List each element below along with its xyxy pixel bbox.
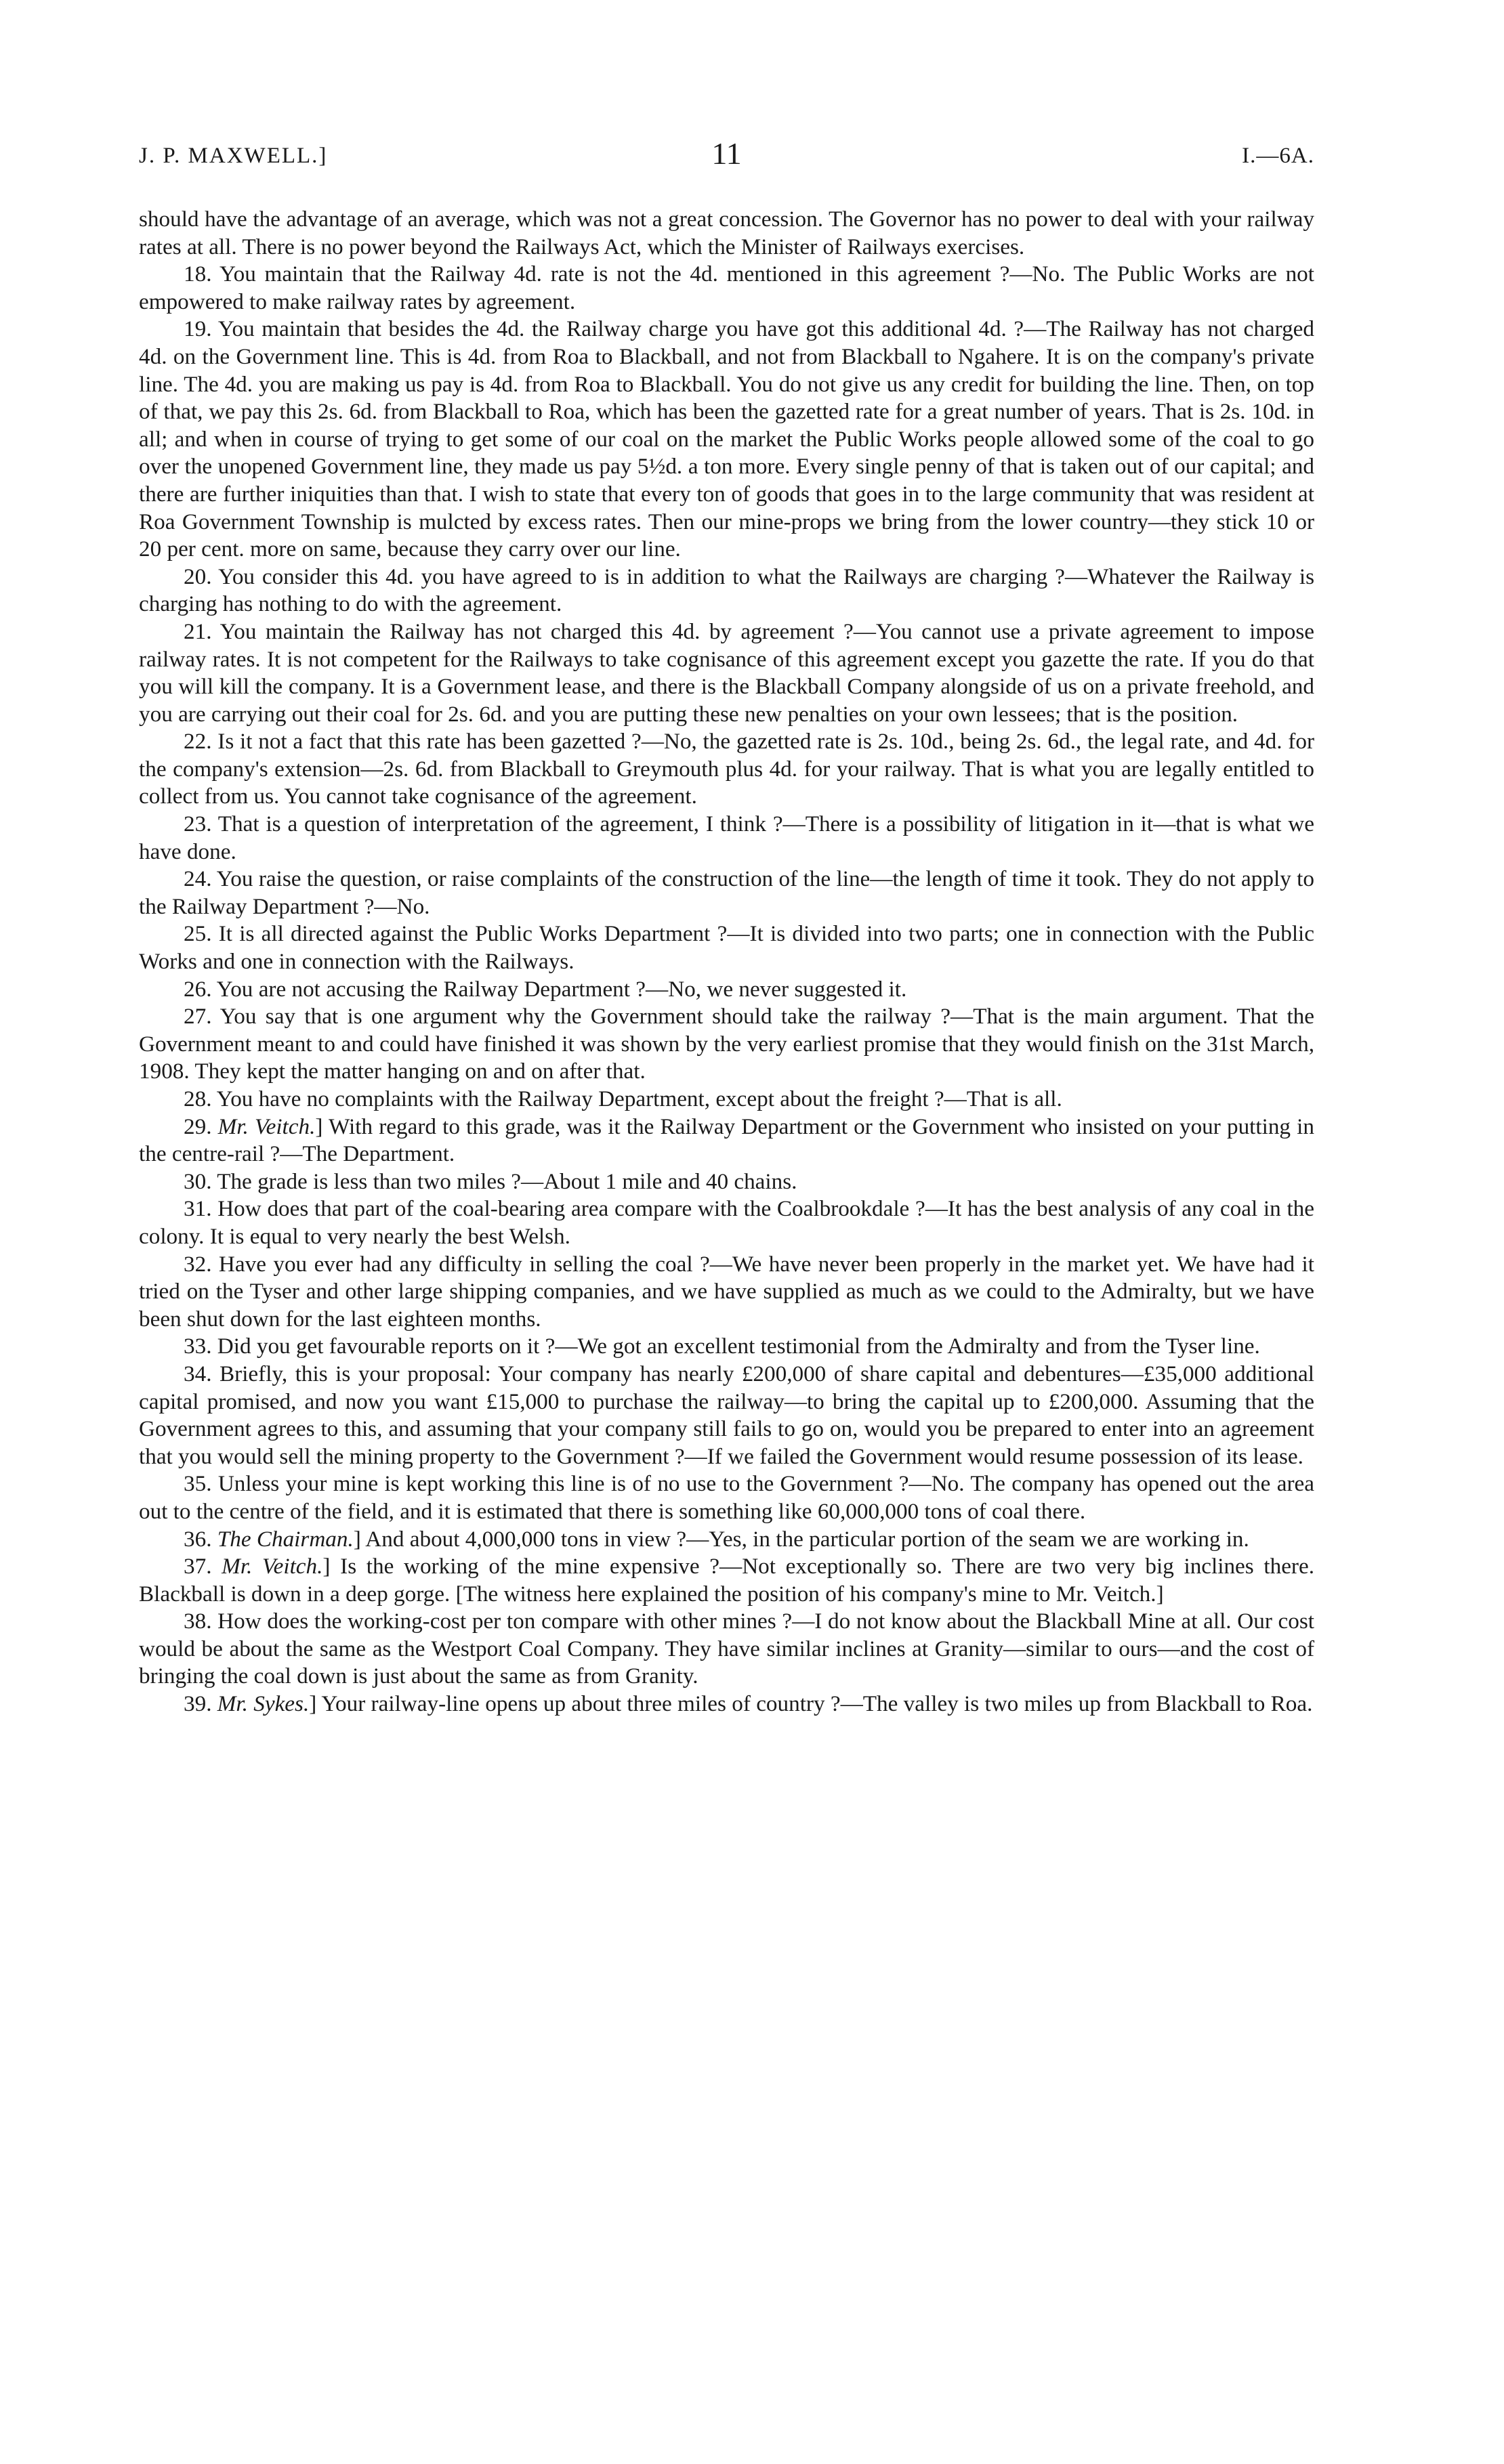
question-number: 27. [184, 1004, 220, 1029]
paragraph [139, 1003, 1314, 1086]
page-number: 11 [711, 136, 742, 171]
paragraph-text: Is it not a fact that this rate has been gazetted ?—No, the gazetted rate is 2s. 10d., being 2s. 6d., the legal rate, and 4d. for the company's extension—2s. 6d. from Blackball to Greymouth plus 4d. for your railway. That is what you are legally entitled to collect from us. You cannot take cognisance of the agreement. [139, 729, 1314, 809]
question-number: 31. [184, 1196, 218, 1222]
paragraph [139, 1691, 1314, 1718]
paragraph [139, 1526, 1314, 1554]
paragraph-text: ] And about 4,000,000 tons in view ?—Yes, in the particular portion of the seam we are working in. [353, 1526, 1249, 1552]
paragraph-text: You say that is one argument why the Government should take the railway ?—That is the main argument. That the Government meant to and could have finished it was shown by the very earliest promise that they would finish on the 31st March, 1908. They kept the matter hanging on and on after that. [139, 1004, 1314, 1084]
paragraph-text: That is a question of interpretation of the agreement, I think ?—There is a possibility of litigation in it—that is what we have done. [139, 811, 1314, 864]
question-number: 37. [184, 1554, 222, 1579]
paragraph-text: You consider this 4d. you have agreed to is in addition to what the Railways are charging ?—Whatever the Railway is charging has nothing to do with the agreement. [139, 564, 1314, 617]
question-number: 38. [184, 1609, 218, 1634]
paragraph [139, 920, 1314, 975]
paper-reference: I.—6A. [1242, 144, 1314, 168]
question-number: 29. [184, 1113, 218, 1139]
paragraph [139, 564, 1314, 618]
paragraph [139, 1168, 1314, 1196]
speaker-name: Mr. Sykes. [217, 1691, 310, 1717]
header-witness-name: J. P. MAXWELL.] [139, 144, 328, 168]
paragraph-text: ] Your railway-line opens up about three miles of country ?—The valley is two miles up from Blackball to Roa. [309, 1691, 1313, 1717]
speaker-name: Mr. Veitch. [217, 1113, 316, 1139]
paragraph [139, 1361, 1314, 1470]
document-body [139, 206, 1314, 1718]
paragraph [139, 1470, 1314, 1525]
question-number: 28. [184, 1086, 217, 1111]
paragraph-text: ] Is the working of the mine expensive ?—Not exceptionally so. There are two very big inclines there. Blackball is down in a deep gorge. [The witness here explained the position of his company's mine to Mr. Veitch.] [139, 1554, 1314, 1607]
paragraph [139, 728, 1314, 811]
question-number: 34. [184, 1361, 220, 1386]
question-number: 24. [184, 866, 217, 892]
question-number: 20. [184, 564, 219, 589]
paragraph [139, 1086, 1314, 1113]
paragraph [139, 1195, 1314, 1250]
paragraph-text: How does that part of the coal-bearing area compare with the Coalbrookdale ?—It has the best analysis of any coal in the colony. It is equal to very nearly the best Welsh. [139, 1196, 1314, 1249]
question-number: 22. [184, 729, 218, 755]
paragraph [139, 618, 1314, 728]
question-number: 26. [184, 976, 217, 1002]
question-number: 21. [184, 618, 220, 644]
paragraph [139, 206, 1314, 261]
paragraph-text: ] With regard to this grade, was it the Railway Department or the Government who insisted on your putting in the centre-rail ?—The Department. [139, 1113, 1314, 1167]
paragraph-text: Unless your mine is kept working this line is of no use to the Government ?—No. The company has opened out the area out to the centre of the field, and it is estimated that there is something like 60,000,000 tons of coal there. [139, 1471, 1314, 1524]
question-number: 30. [184, 1168, 217, 1194]
paragraph [139, 1333, 1314, 1361]
question-number: 33. [184, 1334, 217, 1359]
paragraph [139, 261, 1314, 316]
paragraph-text: Did you get favourable reports on it ?—We got an excellent testimonial from the Admiralty and from the Tyser line. [217, 1334, 1260, 1359]
question-number: 35. [184, 1471, 218, 1497]
question-number: 39. [184, 1691, 217, 1717]
paragraph [139, 1553, 1314, 1608]
question-number: 19. [184, 316, 218, 342]
paragraph-text: You maintain that the Railway 4d. rate is not the 4d. mentioned in this agreement ?—No. The Public Works are not empowered to make railway rates by agreement. [139, 261, 1314, 314]
speaker-name: The Chairman. [217, 1526, 354, 1552]
page-header [139, 135, 1314, 176]
paragraph-text: You have no complaints with the Railway Department, except about the freight ?—That is all. [216, 1086, 1062, 1111]
paragraph [139, 1251, 1314, 1334]
paragraph-text: How does the working-cost per ton compare with other mines ?—I do not know about the Blackball Mine at all. Our cost would be about the same as the Westport Coal Company. They have similar inclines at Granity—similar to ours—and the cost of bringing the coal down is just about the same as from Granity. [139, 1609, 1314, 1689]
paragraph-text: Have you ever had any difficulty in selling the coal ?—We have never been properly in the market yet. We have had it tried on the Tyser and other large shipping companies, and we have supplied as much as we could to the Admiralty, but we have been shut down for the last eighteen months. [139, 1251, 1315, 1332]
question-number: 32. [184, 1251, 219, 1277]
paragraph-text: You maintain the Railway has not charged this 4d. by agreement ?—You cannot use a private agreement to impose railway rates. It is not competent for the Railways to take cognisance of this agreement except you gazette the rate. If you do that you will kill the company. It is a Government lease, and there is the Blackball Company alongside of us on a private freehold, and you are carrying out their coal for 2s. 6d. and you are putting these new penalties on your own lessees; that is the position. [139, 618, 1314, 727]
paragraph [139, 976, 1314, 1004]
paragraph [139, 811, 1314, 866]
question-number: 23. [184, 811, 218, 837]
paragraph-text: You are not accusing the Railway Department ?—No, we never suggested it. [216, 976, 907, 1002]
paragraph [139, 1113, 1314, 1168]
paragraph-text: You maintain that besides the 4d. the Railway charge you have got this additional 4d. ?—The Railway has not charged 4d. on the Government line. This is 4d. from Roa to Blackball, and not from Blackball to Ngahere. It is on the company's private line. The 4d. you are making us pay is 4d. from Roa to Blackball. You do not give us any credit for building the line. Then, on top of that, we pay this 2s. 6d. from Blackball to Roa, which has been the gazetted rate for a great number of years. That is 2s. 10d. in all; and when in course of trying to get some of our coal on the market the Public Works people allowed some of the coal to go over the unopened Government line, they made us pay 5½d. a ton more. Every single penny of that is taken out of our capital; and there are further iniquities than that. I wish to state that every ton of goods that goes in to the large community that was resident at Roa Government Township is mulcted by excess rates. Then our mine-props we bring from the lower country—they stick 10 or 20 per cent. more on same, because they carry over our line. [139, 316, 1314, 562]
paragraph-text: The grade is less than two miles ?—About 1 mile and 40 chains. [217, 1168, 797, 1194]
paragraph [139, 1608, 1314, 1691]
paragraph-text: It is all directed against the Public Works Department ?—It is divided into two parts; one in connection with the Public Works and one in connection with the Railways. [139, 921, 1314, 975]
speaker-name: Mr. Veitch. [222, 1554, 323, 1579]
paragraph-text: You raise the question, or raise complaints of the construction of the line—the length of time it took. They do not apply to the Railway Department ?—No. [139, 866, 1314, 919]
paragraph-text: Briefly, this is your proposal: Your company has nearly £200,000 of share capital and debentures—£35,000 additional capital promised, and now you want £15,000 to purchase the railway—to bring the capital up to £200,000. Assuming that the Government agrees to this, and assuming that your company still fails to go on, would you be prepared to enter into an agreement that you would sell the mining property to the Government ?—If we failed the Government would resume possession of its lease. [139, 1361, 1314, 1469]
question-number: 25. [184, 921, 219, 947]
question-number: 18. [184, 261, 220, 287]
paragraph [139, 316, 1314, 563]
paragraph [139, 866, 1314, 920]
paragraph-text: should have the advantage of an average, which was not a great concession. The Governor has no power to deal with your railway rates at all. There is no power beyond the Railways Act, which the Minister of Railways exercises. [139, 207, 1314, 259]
question-number: 36. [184, 1526, 217, 1552]
